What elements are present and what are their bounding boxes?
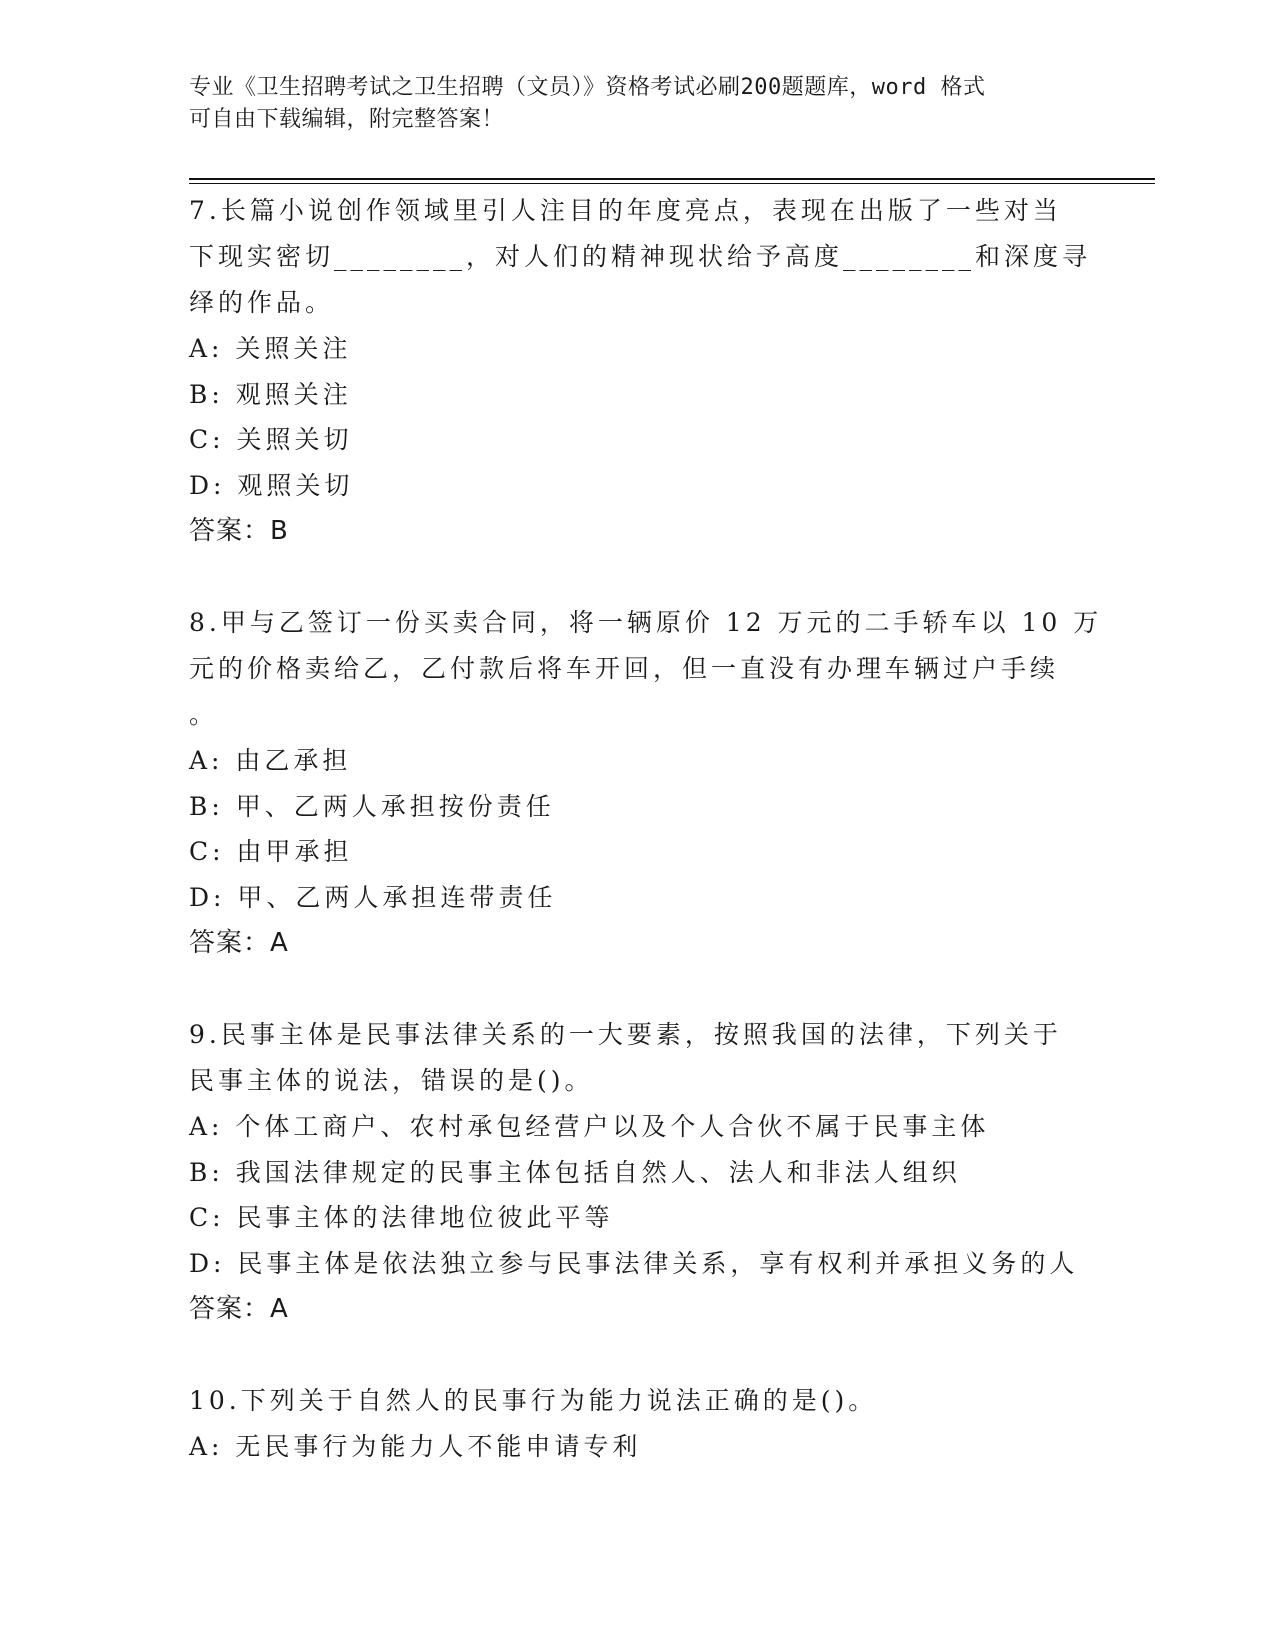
question-text-line: 7.长篇小说创作领域里引人注目的年度亮点，表现在出版了一些对当 bbox=[189, 196, 1062, 225]
question-list bbox=[189, 188, 1103, 1516]
question-text-line: 民事主体的说法，错误的是()。 bbox=[189, 1066, 594, 1095]
document-header bbox=[189, 72, 1069, 136]
option-a: A: 个体工商户、农村承包经营户以及个人合伙不属于民事主体 bbox=[189, 1112, 990, 1141]
question-text-line: 8.甲与乙签订一份买卖合同，将一辆原价 12 万元的二手轿车以 10 万 bbox=[189, 608, 1103, 637]
option-b: B: 甲、乙两人承担按份责任 bbox=[189, 791, 555, 821]
header-line-1: 专业《卫生招聘考试之卫生招聘（文员）》资格考试必刷200题题库，word 格式 bbox=[189, 75, 986, 100]
option-d: D: 民事主体是依法独立参与民事法律关系，享有权利并承担义务的人 bbox=[189, 1248, 1079, 1278]
option-a: A: 无民事行为能力人不能申请专利 bbox=[189, 1432, 642, 1461]
header-rule-thin bbox=[189, 183, 1155, 184]
option-c: C: 关照关切 bbox=[189, 425, 353, 454]
option-a: A: 由乙承担 bbox=[189, 746, 352, 775]
option-a: A: 关照关注 bbox=[189, 334, 352, 363]
header-line-2: 可自由下载编辑，附完整答案！ bbox=[189, 107, 505, 132]
question-9 bbox=[189, 1012, 1089, 1332]
option-c: C: 民事主体的法律地位彼此平等 bbox=[189, 1203, 614, 1232]
option-d: D: 甲、乙两人承担连带责任 bbox=[189, 882, 557, 912]
question-text-line: 9.民事主体是民事法律关系的一大要素，按照我国的法律，下列关于 bbox=[189, 1020, 1062, 1049]
option-c: C: 由甲承担 bbox=[189, 837, 353, 866]
option-b: B: 我国法律规定的民事主体包括自然人、法人和非法人组织 bbox=[189, 1157, 961, 1187]
question-text-line: 。 bbox=[189, 700, 219, 729]
question-8 bbox=[189, 600, 1103, 966]
header-rule-thick bbox=[189, 178, 1155, 180]
question-text-line: 10.下列关于自然人的民事行为能力说法正确的是()。 bbox=[189, 1386, 878, 1415]
answer-label: 答案：A bbox=[189, 1294, 289, 1324]
question-7 bbox=[189, 188, 1092, 554]
answer-label: 答案：A bbox=[189, 928, 289, 958]
answer-label: 答案：B bbox=[189, 516, 289, 546]
option-b: B: 观照关注 bbox=[189, 379, 352, 409]
question-10 bbox=[189, 1378, 1089, 1470]
question-text-line: 下现实密切________，对人们的精神现状给予高度________和深度寻 bbox=[189, 242, 1092, 271]
question-text-line: 绎的作品。 bbox=[189, 288, 335, 317]
option-d: D: 观照关切 bbox=[189, 470, 354, 500]
question-text-line: 元的价格卖给乙，乙付款后将车开回，但一直没有办理车辆过户手续 bbox=[189, 654, 1060, 683]
